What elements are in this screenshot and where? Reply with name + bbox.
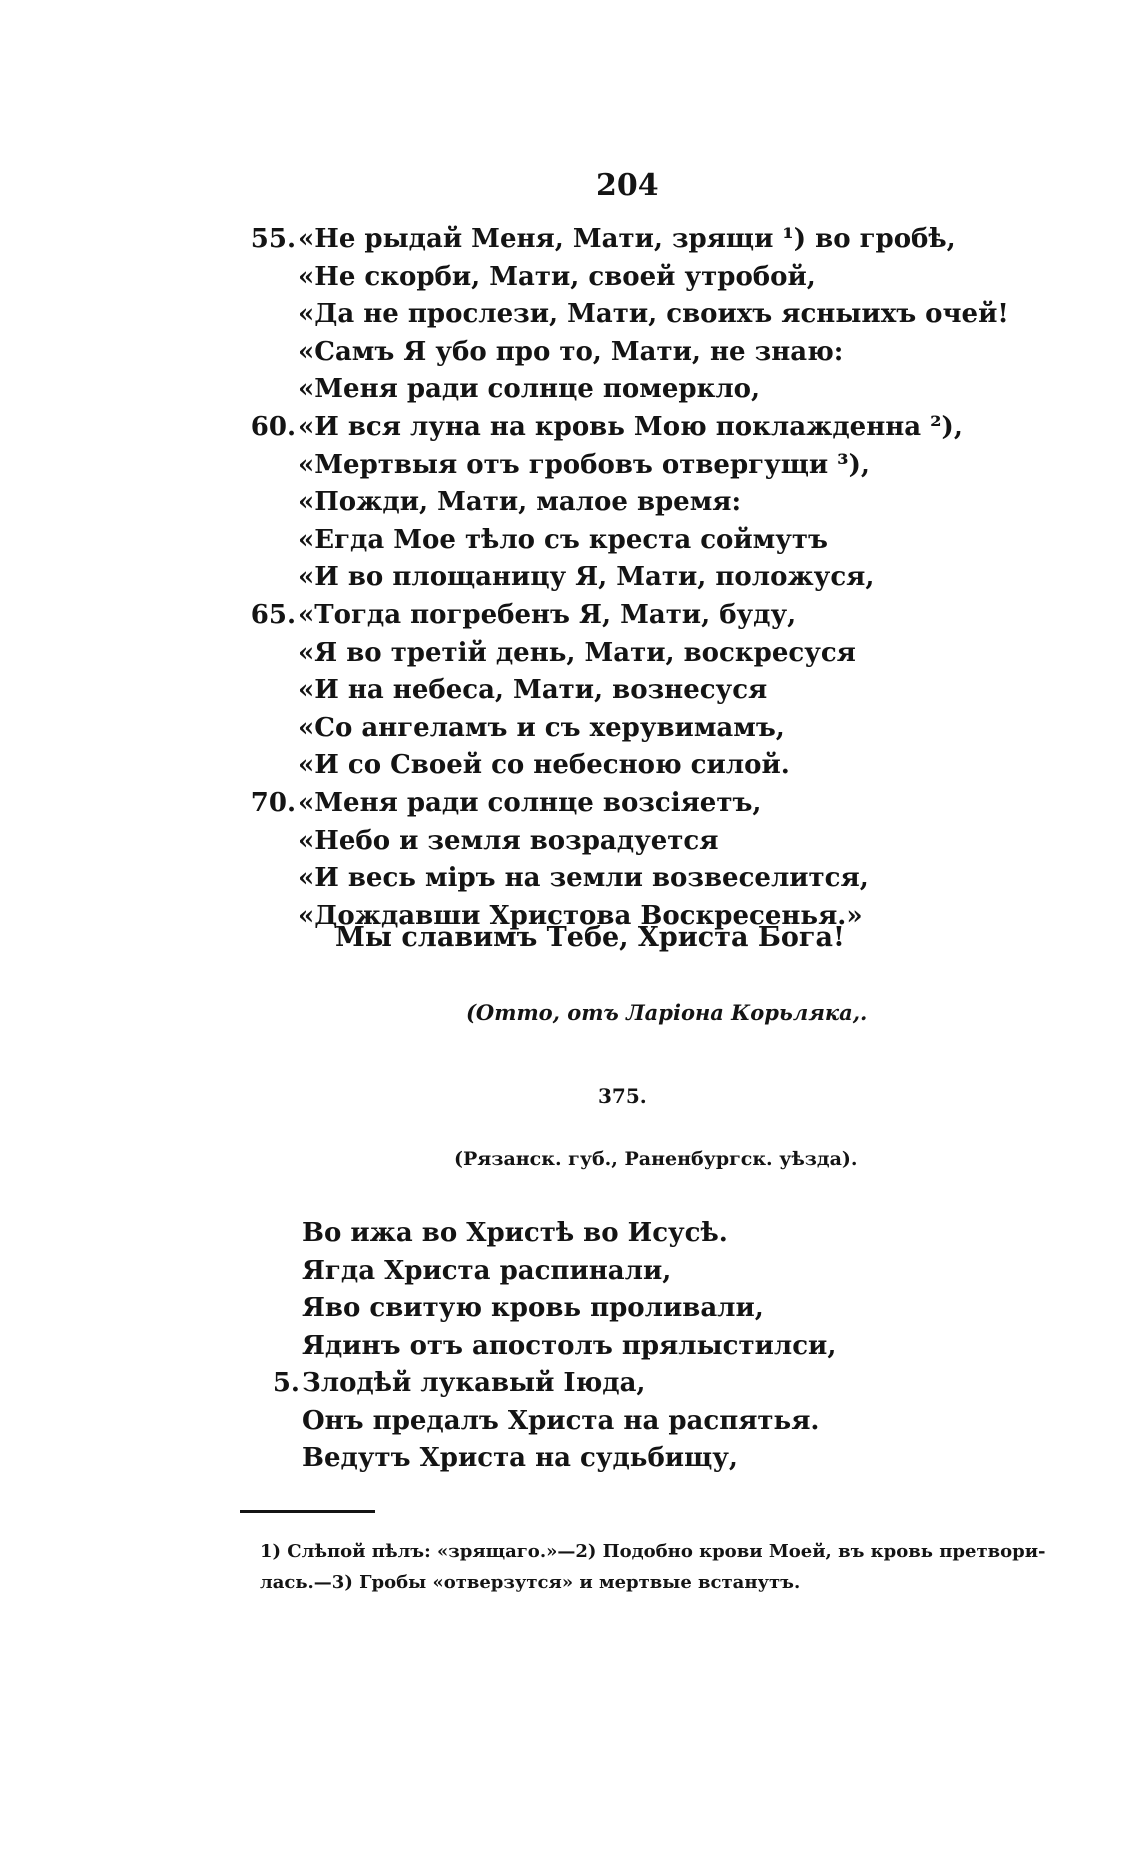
verse-number: 70. <box>250 788 296 818</box>
source-attribution: (Отто, отъ Ларіона Корьляка,. <box>466 1000 868 1025</box>
song-number: 375. <box>598 1084 647 1108</box>
footnote-line: лась.—3) Гробы «отверзутся» и мертвые встанутъ. <box>260 1572 801 1593</box>
verse-line: Злодѣй лукавый Іюда, <box>302 1368 646 1398</box>
verse-line: «Дождавши Христова Воскресенья.» <box>298 900 863 931</box>
footnotes <box>260 1536 1046 1598</box>
verse-line: «Со ангеламъ и съ херувимамъ, <box>298 712 785 743</box>
verse-line: «Меня ради солнце возсіяетъ, <box>298 788 762 818</box>
song-region: (Рязанск. губ., Раненбургск. уѣзда). <box>454 1148 858 1170</box>
verse-line: «Тогда погребенъ Я, Мати, буду, <box>298 600 797 630</box>
verse-line: «И на небеса, Мати, вознесуся <box>298 675 768 706</box>
verse-line: Яво свитую кровь проливали, <box>302 1293 764 1323</box>
verse-line: «И со Своей со небесною силой. <box>298 750 790 781</box>
verse-line: «Я во третій день, Мати, воскресуся <box>298 637 856 668</box>
verse-number: 65. <box>250 600 296 630</box>
verse-line: Ягда Христа распинали, <box>302 1255 672 1286</box>
verse-line: «И во площаницу Я, Мати, положуся, <box>298 562 875 593</box>
verse-number: 60. <box>250 412 296 442</box>
verse-line: Ведутъ Христа на судьбищу, <box>302 1443 738 1473</box>
verse-line: «И вся луна на кровь Мою поклажденна ²), <box>298 412 963 442</box>
verse-line: «Не скорби, Мати, своей утробой, <box>298 261 816 292</box>
verse-line: «Да не прослези, Мати, своихъ ясныихъ очей! <box>298 299 1009 330</box>
refrain-line: Мы славимъ Тебе, Христа Бога! <box>335 922 845 953</box>
footnote-rule <box>240 1510 375 1513</box>
footnote-line: 1) Слѣпой пѣлъ: «зрящаго.»—2) Подобно крови Моей, въ кровь претвори- <box>260 1541 1046 1562</box>
verse-line: «Небо и земля возрадуется <box>298 825 719 856</box>
verse-line: «И весь міръ на земли возвеселится, <box>298 863 869 894</box>
verse-line: «Мертвыя отъ гробовъ отвергущи ³), <box>298 449 870 480</box>
verse-number: 55. <box>250 224 296 254</box>
verse-line: Онъ предалъ Христа на распятья. <box>302 1405 820 1436</box>
verse-number: 5. <box>272 1368 300 1398</box>
verse-line: «Не рыдай Меня, Мати, зрящи ¹) во гробѣ, <box>298 224 956 254</box>
verse-line: Ядинъ отъ апостолъ прялыстилси, <box>302 1330 837 1361</box>
verse-line: «Меня ради солнце померкло, <box>298 374 761 405</box>
verse-line: «Самъ Я убо про то, Мати, не знаю: <box>298 336 844 367</box>
verse-line: «Егда Мое тѣло съ креста соймутъ <box>298 524 828 555</box>
verse-line: Во ижа во Христѣ во Исусѣ. <box>302 1218 728 1248</box>
verse-line: «Пожди, Мати, малое время: <box>298 487 742 518</box>
page-number: 204 <box>596 168 659 203</box>
